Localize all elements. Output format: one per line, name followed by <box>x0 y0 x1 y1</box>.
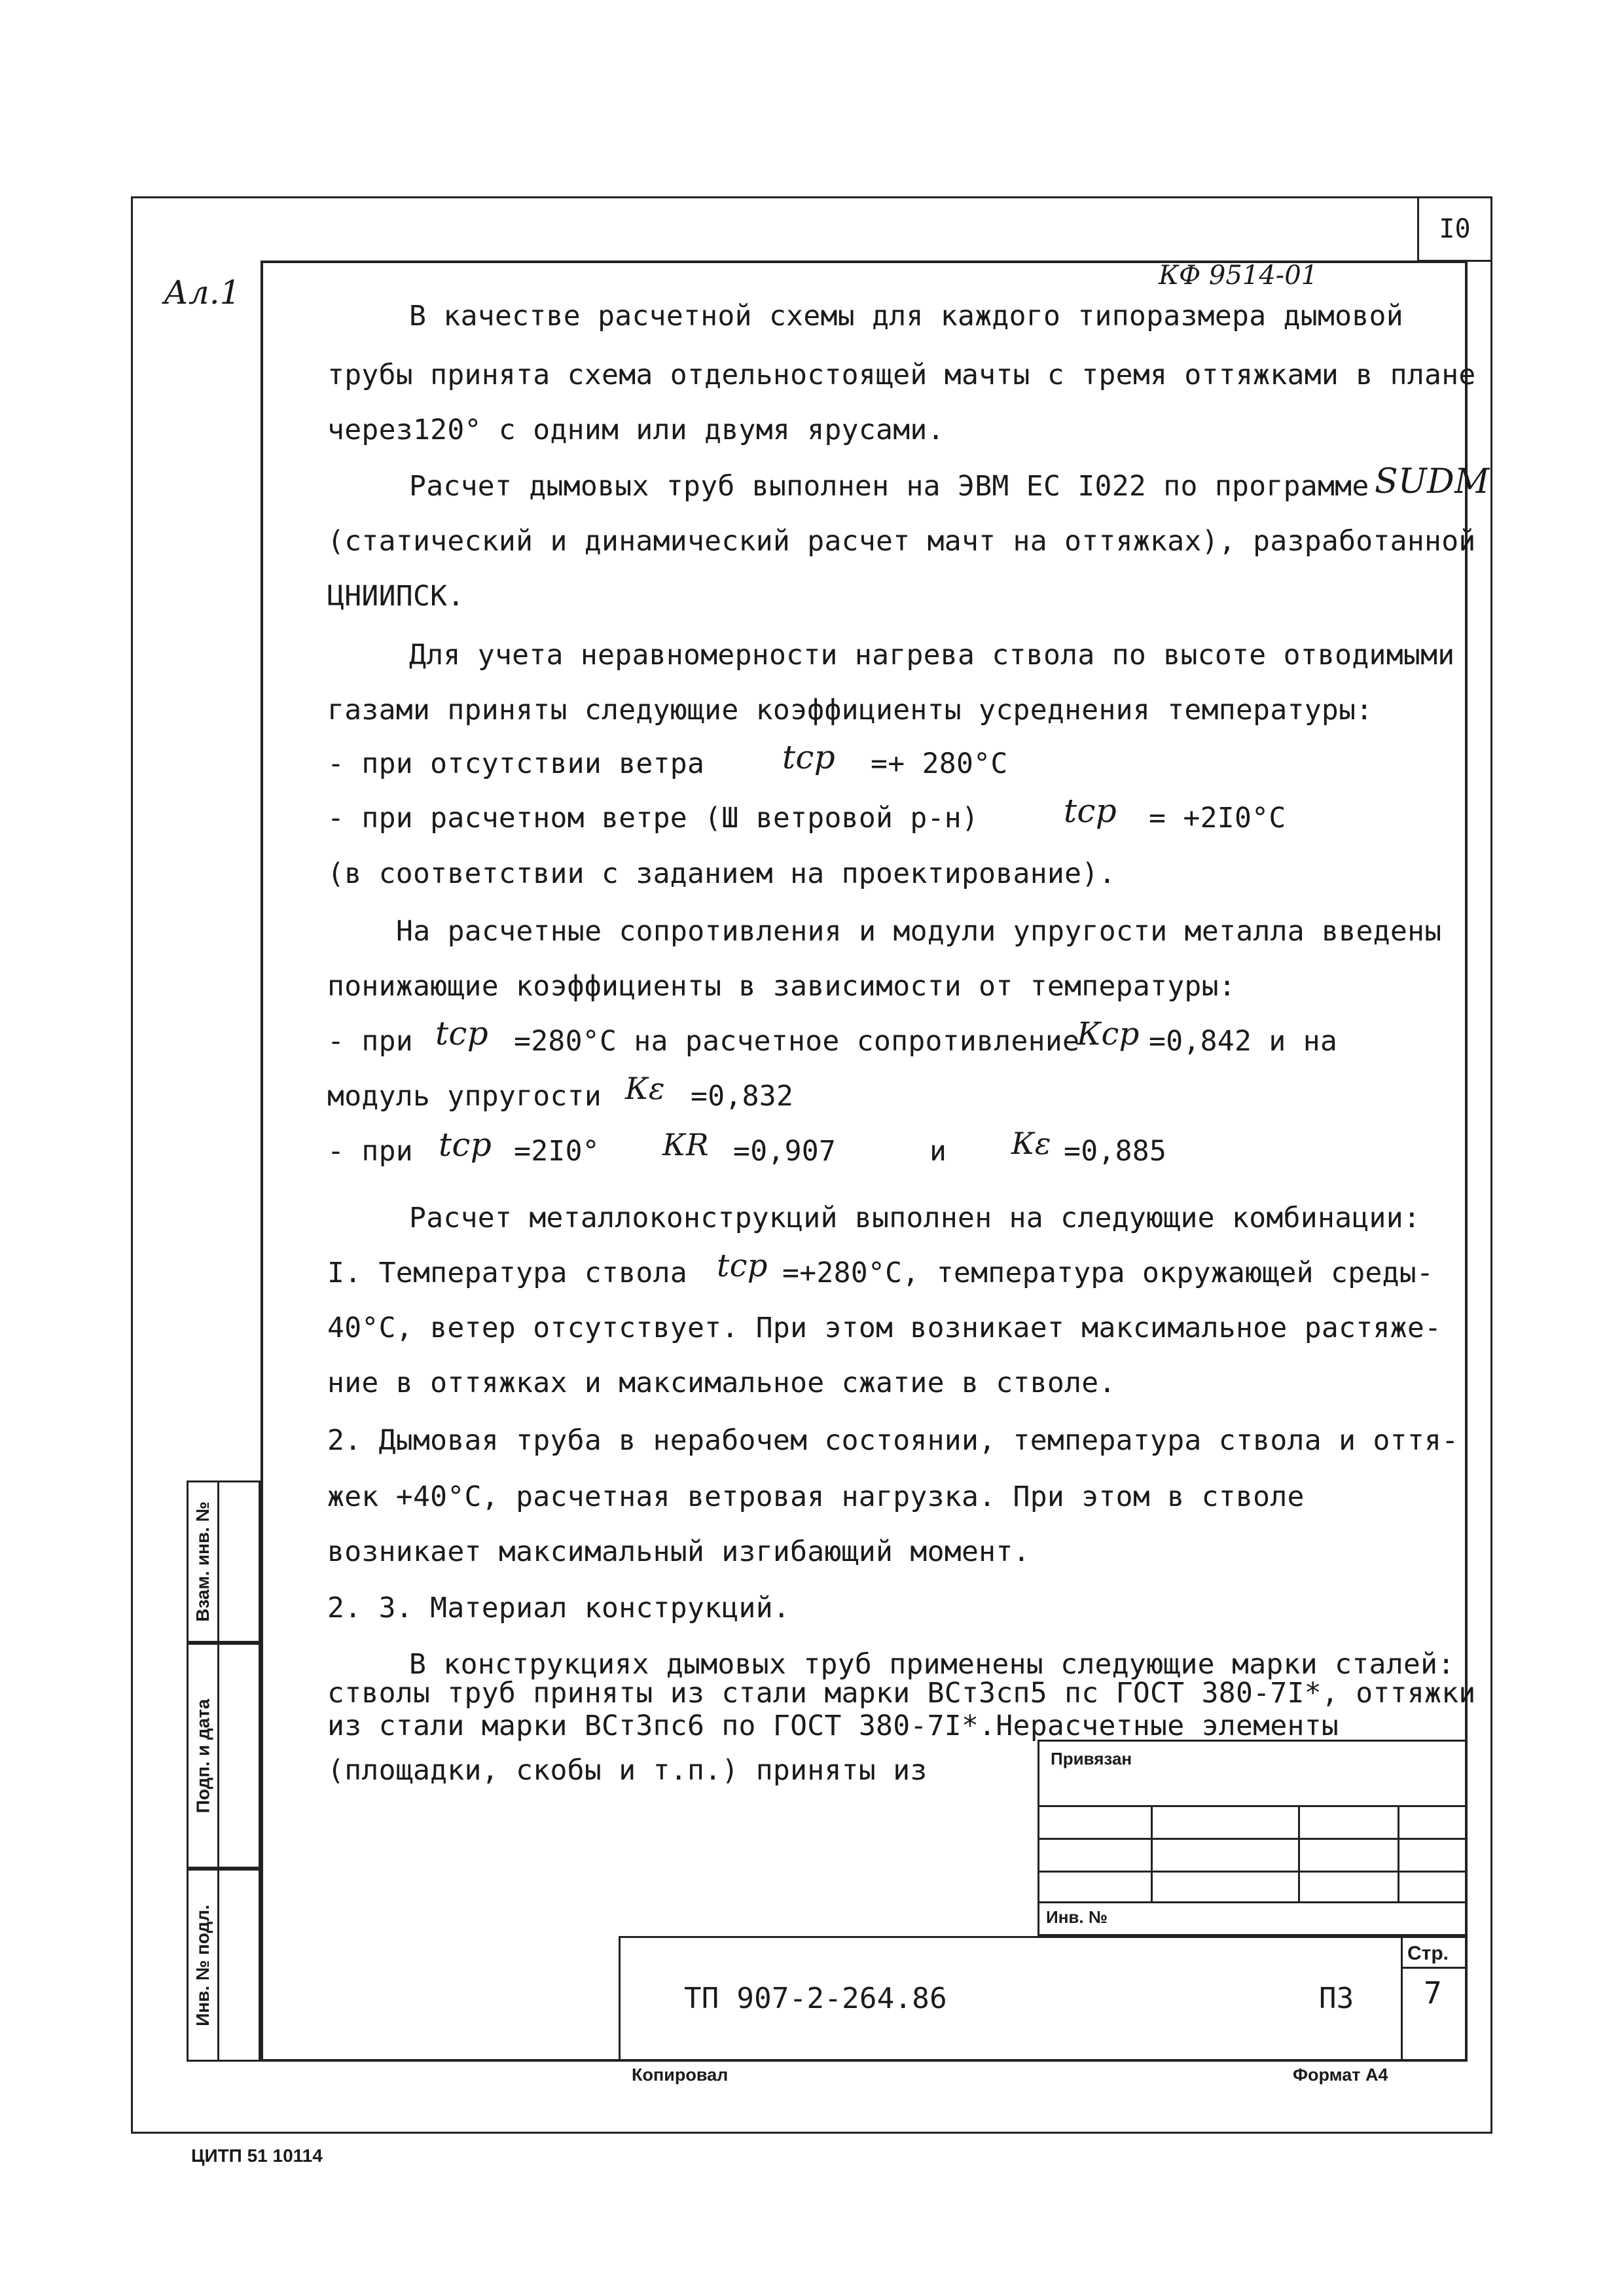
body-line: =0,842 и на <box>1149 1025 1338 1058</box>
copied-label: Копировал <box>632 2065 729 2085</box>
body-line: I. Температура ствола <box>327 1257 687 1289</box>
table-rule <box>1038 1838 1468 1840</box>
table-rule <box>1401 1936 1403 2062</box>
stamp-left-cell <box>219 1643 261 1869</box>
body-line: В конструкциях дымовых труб применены следующие марки сталей: <box>409 1648 1455 1681</box>
body-line: =0,907 <box>733 1135 837 1168</box>
body-line: =+280°С, температура окружающей среды- <box>782 1257 1434 1289</box>
k-e-symbol: Кε <box>1011 1126 1051 1161</box>
document-code: ТП 907-2-264.86 <box>684 1982 947 2015</box>
section-heading: 2. 3. Материал конструкций. <box>327 1592 791 1624</box>
body-line: - при отсутствии ветра <box>327 747 705 780</box>
k-e-symbol: Кε <box>625 1071 665 1106</box>
body-line: (статический и динамический расчет мачт на оттяжках), разработанной <box>327 525 1476 558</box>
body-line: (площадки, скобы и т.п.) приняты из <box>327 1754 928 1787</box>
t-no-wind-value: =+ 280°С <box>871 747 1008 780</box>
body-line: из стали марки ВСт3пс6 по ГОСТ 380-7I*.Нерасчетные элементы <box>327 1710 1339 1742</box>
table-rule <box>1401 1967 1468 1969</box>
table-rule <box>1038 1805 1468 1807</box>
sheet-number: I0 <box>1417 196 1492 262</box>
body-line: и <box>929 1135 947 1168</box>
body-line: - при <box>327 1025 413 1058</box>
inv-number-label: Инв. № <box>1046 1907 1108 1927</box>
body-line: =280°С на расчетное сопротивление <box>514 1025 1080 1058</box>
table-rule <box>1151 1805 1153 1901</box>
t-cp-symbol: tср <box>1064 792 1117 830</box>
program-name: SUDM <box>1375 462 1490 501</box>
body-line: Расчет дымовых труб выполнен на ЭВМ ЕС I022 по программе <box>409 470 1369 503</box>
body-line: Расчет металлоконструкций выполнен на следующие комбинации: <box>409 1202 1421 1234</box>
body-line: ние в оттяжках и максимальное сжатие в стволе. <box>327 1367 1116 1399</box>
body-line: =2I0° <box>514 1135 600 1168</box>
page-label: Стр. <box>1407 1943 1449 1964</box>
body-line: Для учета неравномерности нагрева ствола по высоте отводимыми <box>409 639 1455 672</box>
table-rule <box>1038 1901 1468 1903</box>
format-label: Формат А4 <box>1293 2065 1388 2085</box>
body-line: (в соответствии с заданием на проектирование). <box>327 857 1116 890</box>
body-line: модуль упругости <box>327 1080 602 1113</box>
k-cp-symbol: Кср <box>1077 1016 1140 1052</box>
original-inv-label: Инв. № подл. <box>192 1904 213 2026</box>
print-code: ЦИТП 51 10114 <box>191 2145 323 2166</box>
body-line: =0,885 <box>1064 1135 1167 1168</box>
corner-mark: Ал.1 <box>164 274 241 312</box>
replaced-inv-label: Взам. инв. № <box>192 1501 213 1622</box>
body-line: =0,832 <box>691 1080 794 1113</box>
body-line: жек +40°С, расчетная ветровая нагрузка. При этом в стволе <box>327 1480 1305 1513</box>
k-r-symbol: КR <box>662 1127 709 1162</box>
stamp-left-cell <box>219 1869 261 2062</box>
body-line: ЦНИИПСК. <box>327 580 465 613</box>
t-cp-symbol: tср <box>717 1247 768 1284</box>
signature-date-label: Подп. и дата <box>192 1698 213 1813</box>
stamp-left-cell <box>219 1480 261 1643</box>
body-line: - при <box>327 1135 413 1168</box>
page-number: 7 <box>1424 1975 1442 2011</box>
t-cp-symbol: tср <box>435 1014 489 1052</box>
body-line: - при расчетном ветре (Ш ветровой р-н) <box>327 802 979 834</box>
body-line: На расчетные сопротивления и модули упругости металла введены <box>396 915 1442 948</box>
body-line: газами приняты следующие коэффициенты усреднения температуры: <box>327 694 1373 726</box>
body-line: 2. Дымовая труба в нерабочем состоянии, температура ствола и оття- <box>327 1424 1459 1457</box>
t-cp-symbol: tср <box>439 1126 492 1164</box>
body-line: стволы труб приняты из стали марки ВСт3сп5 пс ГОСТ 380-7I*, оттяжки <box>327 1677 1476 1710</box>
body-line: через120° с одним или двумя ярусами. <box>327 414 945 446</box>
section-code: ПЗ <box>1319 1982 1354 2015</box>
t-cp-symbol: tср <box>782 738 836 776</box>
reference-code: КФ 9514-01 <box>1159 260 1318 291</box>
table-rule <box>1038 1871 1468 1873</box>
table-rule <box>1298 1805 1300 1901</box>
bound-label: Привязан <box>1051 1749 1132 1768</box>
body-line: понижающие коэффициенты в зависимости от температуры: <box>327 970 1236 1003</box>
body-line: возникает максимальный изгибающий момент. <box>327 1535 1030 1568</box>
body-line: В качестве расчетной схемы для каждого типоразмера дымовой <box>409 300 1403 332</box>
body-line: 40°С, ветер отсутствует. При этом возникает максимальное растяже- <box>327 1312 1442 1344</box>
table-rule <box>1398 1805 1399 1901</box>
t-wind-value: = +2I0°С <box>1149 802 1286 834</box>
body-line: трубы принята схема отдельностоящей мачты с тремя оттяжками в плане <box>327 359 1476 391</box>
